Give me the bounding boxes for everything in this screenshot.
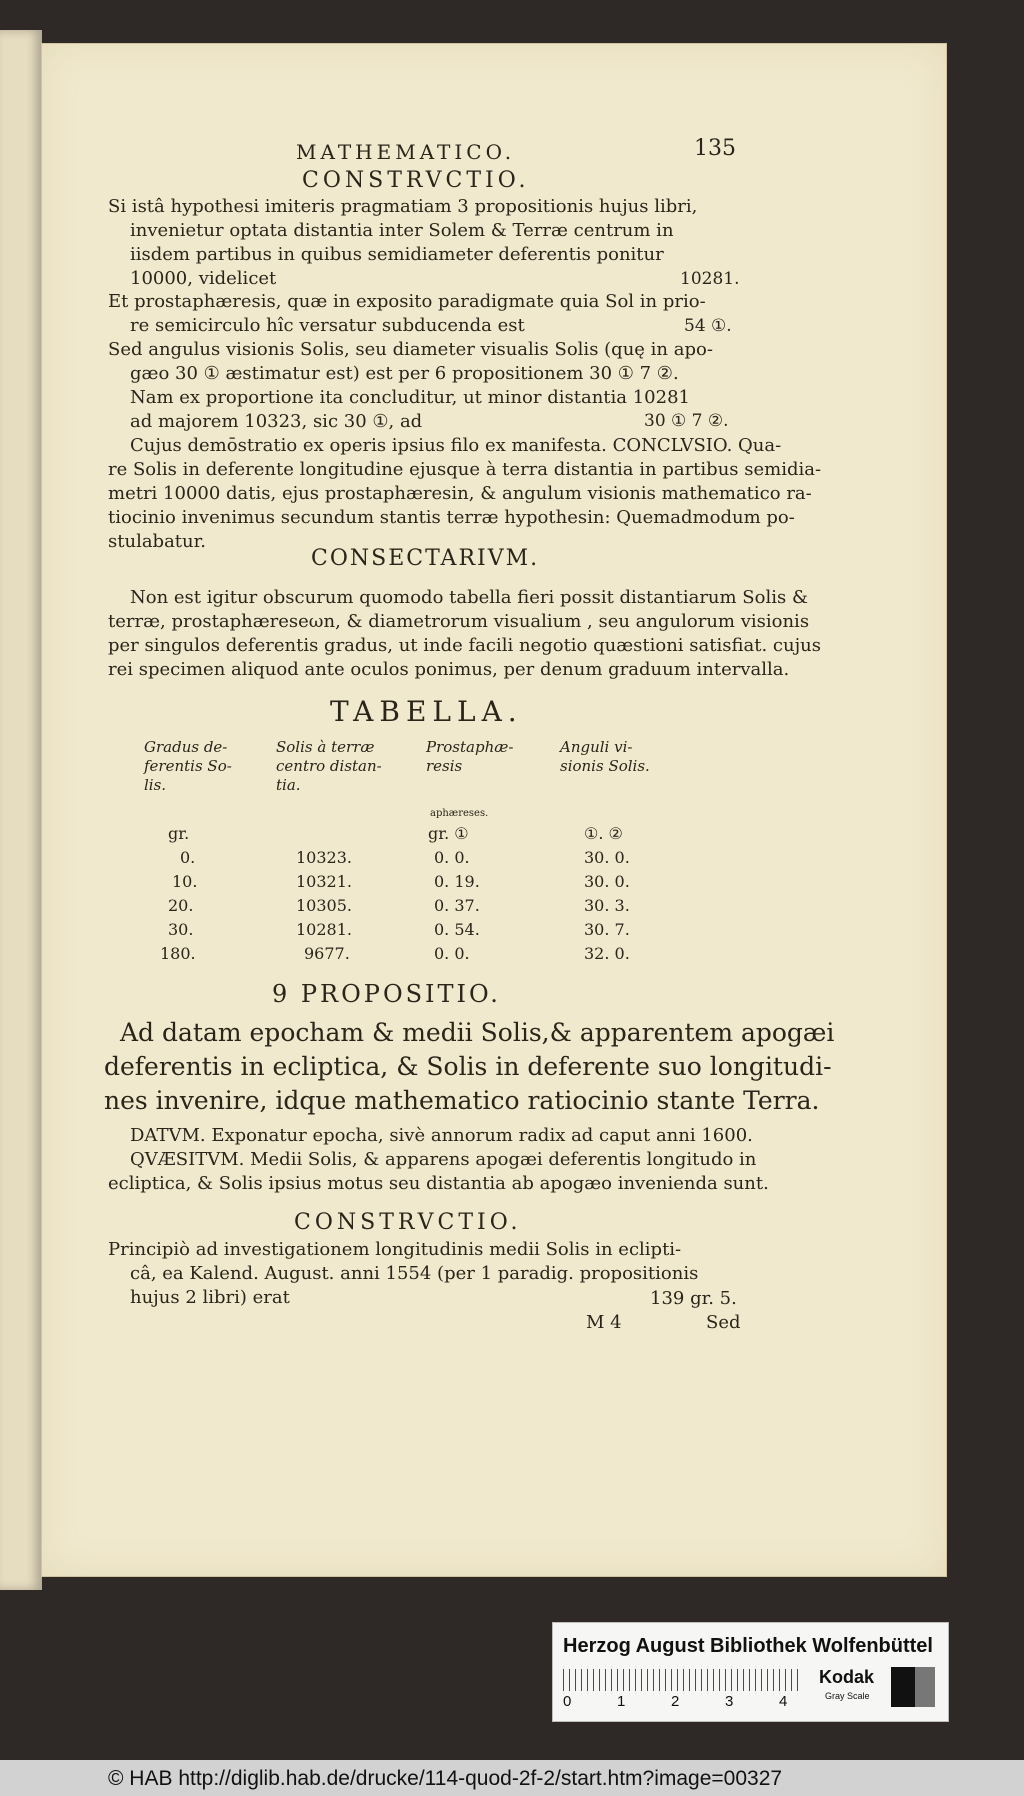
kodak-logo: Kodak bbox=[819, 1667, 875, 1687]
proposition-title: 9 PROPOSITIO. bbox=[272, 980, 501, 1008]
construction2-line: câ, ea Kalend. August. anni 1554 (per 1 paradig. propositionis bbox=[130, 1263, 699, 1284]
consectarium-line: rei specimen aliquod ante oculos ponimus, per denum graduum intervalla. bbox=[108, 659, 790, 680]
gray-swatch bbox=[915, 1667, 935, 1707]
table-cell: 30. 0. bbox=[584, 872, 630, 891]
table-header: Gradus de- ferentis So- lis. bbox=[144, 738, 232, 794]
consectarium-title: CONSECTARIVM. bbox=[311, 546, 540, 571]
copyright-footer bbox=[0, 1760, 1024, 1796]
construction-line: Sed angulus visionis Solis, seu diameter visualis Solis (quę in apo- bbox=[108, 339, 713, 360]
proposition-line: nes invenire, idque mathematico ratiocinio stante Terra. bbox=[104, 1086, 820, 1115]
table-cell: 10281. bbox=[296, 920, 352, 939]
table-cell: 32. 0. bbox=[584, 944, 630, 963]
signature-mark: M 4 bbox=[586, 1312, 622, 1333]
table-cell: 10305. bbox=[296, 896, 352, 915]
color-target-card: Herzog August Bibliothek Wolfenbüttel 0 1 2 3 4 Kodak Gray Scale bbox=[552, 1622, 949, 1722]
table-cell: 0. 54. bbox=[434, 920, 480, 939]
table-cell: 9677. bbox=[304, 944, 350, 963]
table-header: Prostaphæ- resis bbox=[426, 738, 514, 775]
conclusio-line: stulabatur. bbox=[108, 531, 206, 552]
table-cell: 0. 0. bbox=[434, 944, 470, 963]
construction2-value: 139 gr. 5. bbox=[650, 1288, 737, 1309]
table-cell: 0. 37. bbox=[434, 896, 480, 915]
table-header: Solis à terræ centro distan- tia. bbox=[276, 738, 382, 794]
facing-page-edge bbox=[0, 30, 42, 1590]
table-cell: 30. 0. bbox=[584, 848, 630, 867]
table-cell: 30. 3. bbox=[584, 896, 630, 915]
conclusio-line: tiocinio invenimus secundum stantis terræ hypothesin: Quemadmodum po- bbox=[108, 507, 795, 528]
table-cell: 10321. bbox=[296, 872, 352, 891]
proposition-line: Ad datam epocham & medii Solis,& apparentem apogæi bbox=[120, 1018, 835, 1047]
table-cell: 180. bbox=[160, 944, 196, 963]
construction-line: Si istâ hypothesi imiteris pragmatiam 3 propositionis hujus libri, bbox=[108, 196, 698, 217]
construction-line: 10000, videlicet bbox=[130, 268, 277, 289]
table-cell: 30. bbox=[168, 920, 194, 939]
construction2-title: CONSTRVCTIO. bbox=[294, 1210, 522, 1235]
construction-line: iisdem partibus in quibus semidiameter deferentis ponitur bbox=[130, 244, 664, 265]
quaesitum-line: QVÆSITVM. Medii Solis, & apparens apogæi deferentis longitudo in bbox=[130, 1149, 757, 1170]
gray-scale-label: Gray Scale bbox=[825, 1691, 870, 1701]
table-cell: 30. 7. bbox=[584, 920, 630, 939]
construction-line: re semicirculo hîc versatur subducenda est bbox=[130, 315, 525, 336]
table-cell: 20. bbox=[168, 896, 194, 915]
proposition-line: deferentis in ecliptica, & Solis in deferente suo longitudi- bbox=[104, 1052, 832, 1081]
library-name: Herzog August Bibliothek Wolfenbüttel bbox=[563, 1635, 933, 1657]
table-unit: gr. ① bbox=[428, 824, 469, 843]
dark-swatch bbox=[891, 1667, 915, 1707]
running-head: MATHEMATICO. bbox=[296, 140, 516, 164]
construction-line: gæo 30 ① æstimatur est) est per 6 propositionem 30 ① 7 ②. bbox=[130, 363, 679, 384]
construction2-line: Principiò ad investigationem longitudinis medii Solis in eclipti- bbox=[108, 1239, 682, 1260]
catchword: Sed bbox=[706, 1312, 741, 1333]
copyright-text: © HAB http://diglib.hab.de/drucke/114-quod-2f-2/start.htm?image=00327 bbox=[108, 1767, 783, 1790]
table-unit: ①. ② bbox=[584, 824, 623, 843]
construction-line: Et prostaphæresis, quæ in exposito paradigmate quia Sol in prio- bbox=[108, 291, 706, 312]
gray-scale-ruler bbox=[563, 1669, 803, 1691]
table-cell: 10323. bbox=[296, 848, 352, 867]
table-header: Anguli vi- sionis Solis. bbox=[560, 738, 650, 775]
construction-value: 54 ①. bbox=[684, 316, 732, 336]
construction-line: invenietur optata distantia inter Solem & Terræ centrum in bbox=[130, 220, 674, 241]
construction-value: 30 ① 7 ②. bbox=[644, 411, 729, 431]
construction-line: Nam ex proportione ita concluditur, ut minor distantia 10281 bbox=[130, 387, 690, 408]
table-unit: gr. bbox=[168, 824, 190, 843]
tabella-title: TABELLA. bbox=[330, 695, 523, 728]
consectarium-line: per singulos deferentis gradus, ut inde facili negotio quæstioni satisfiat. cujus bbox=[108, 635, 821, 656]
construction2-line: hujus 2 libri) erat bbox=[130, 1287, 290, 1308]
table-cell: 0. 0. bbox=[434, 848, 470, 867]
table-cell: 0. 19. bbox=[434, 872, 480, 891]
conclusio-line: metri 10000 datis, ejus prostaphæresin, & angulum visionis mathematico ra- bbox=[108, 483, 812, 504]
construction-title: CONSTRVCTIO. bbox=[302, 168, 530, 193]
construction-value: 10281. bbox=[680, 269, 740, 289]
conclusio-line: Cujus demōstratio ex operis ipsius filo ex manifesta. CONCLVSIO. Qua- bbox=[130, 435, 782, 456]
table-cell: 10. bbox=[172, 872, 198, 891]
table-subnote: aphæreses. bbox=[430, 808, 489, 819]
construction-line: ad majorem 10323, sic 30 ①, ad bbox=[130, 411, 423, 432]
consectarium-line: Non est igitur obscurum quomodo tabella fieri possit distantiarum Solis & bbox=[130, 587, 808, 608]
table-cell: 0. bbox=[180, 848, 196, 867]
conclusio-line: re Solis in deferente longitudine ejusque à terra distantia in partibus semidia- bbox=[108, 459, 822, 480]
datum-line: DATVM. Exponatur epocha, sivè annorum radix ad caput anni 1600. bbox=[130, 1125, 753, 1146]
quaesitum-line: ecliptica, & Solis ipsius motus seu distantia ab apogæo invenienda sunt. bbox=[108, 1173, 769, 1194]
page-number: 135 bbox=[694, 136, 736, 161]
consectarium-line: terræ, prostaphæreseωn, & diametrorum visualium , seu angulorum visionis bbox=[108, 611, 810, 632]
